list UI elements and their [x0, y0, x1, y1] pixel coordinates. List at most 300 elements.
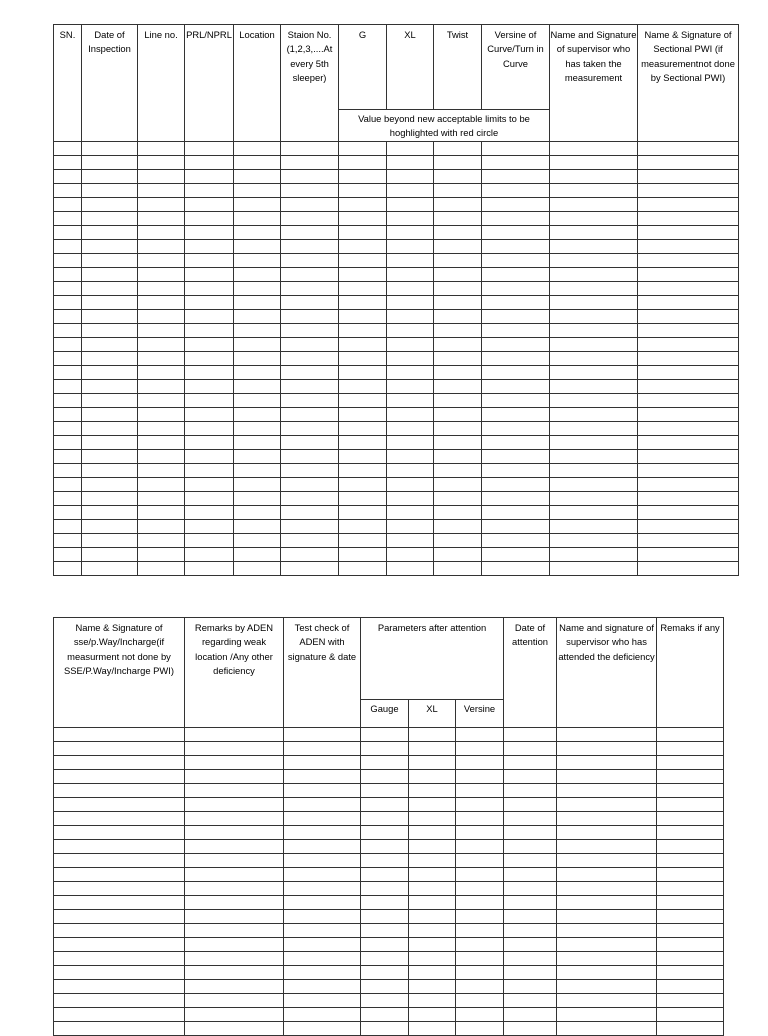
table-cell[interactable]	[557, 882, 657, 896]
table-cell[interactable]	[638, 253, 739, 267]
table-cell[interactable]	[387, 141, 434, 155]
table-cell[interactable]	[638, 449, 739, 463]
table-cell[interactable]	[138, 337, 185, 351]
table-cell[interactable]	[138, 211, 185, 225]
table-cell[interactable]	[185, 952, 284, 966]
table-cell[interactable]	[54, 253, 82, 267]
table-cell[interactable]	[550, 225, 638, 239]
table-cell[interactable]	[185, 784, 284, 798]
table-cell[interactable]	[185, 533, 234, 547]
table-cell[interactable]	[657, 980, 724, 994]
table-cell[interactable]	[281, 519, 339, 533]
table-cell[interactable]	[185, 197, 234, 211]
table-cell[interactable]	[550, 477, 638, 491]
table-cell[interactable]	[361, 826, 409, 840]
table-cell[interactable]	[54, 155, 82, 169]
table-cell[interactable]	[657, 896, 724, 910]
table-cell[interactable]	[387, 421, 434, 435]
table-cell[interactable]	[185, 309, 234, 323]
table-cell[interactable]	[456, 966, 504, 980]
table-cell[interactable]	[434, 323, 482, 337]
table-cell[interactable]	[281, 561, 339, 575]
table-cell[interactable]	[339, 309, 387, 323]
table-cell[interactable]	[550, 211, 638, 225]
table-cell[interactable]	[557, 826, 657, 840]
table-cell[interactable]	[234, 323, 281, 337]
table-cell[interactable]	[54, 896, 185, 910]
table-cell[interactable]	[185, 980, 284, 994]
table-cell[interactable]	[138, 561, 185, 575]
table-cell[interactable]	[482, 295, 550, 309]
table-cell[interactable]	[409, 798, 456, 812]
table-cell[interactable]	[387, 281, 434, 295]
table-cell[interactable]	[185, 812, 284, 826]
table-cell[interactable]	[557, 980, 657, 994]
table-cell[interactable]	[434, 407, 482, 421]
table-cell[interactable]	[54, 449, 82, 463]
table-cell[interactable]	[281, 379, 339, 393]
table-cell[interactable]	[638, 281, 739, 295]
table-cell[interactable]	[657, 1008, 724, 1022]
table-cell[interactable]	[138, 323, 185, 337]
table-cell[interactable]	[82, 253, 138, 267]
table-cell[interactable]	[409, 882, 456, 896]
table-cell[interactable]	[434, 141, 482, 155]
table-cell[interactable]	[482, 281, 550, 295]
table-cell[interactable]	[185, 421, 234, 435]
table-cell[interactable]	[234, 197, 281, 211]
table-cell[interactable]	[482, 477, 550, 491]
table-cell[interactable]	[185, 225, 234, 239]
table-cell[interactable]	[361, 966, 409, 980]
table-cell[interactable]	[54, 770, 185, 784]
table-cell[interactable]	[456, 952, 504, 966]
table-cell[interactable]	[482, 337, 550, 351]
table-cell[interactable]	[456, 784, 504, 798]
table-cell[interactable]	[138, 295, 185, 309]
table-cell[interactable]	[339, 169, 387, 183]
table-cell[interactable]	[550, 519, 638, 533]
table-cell[interactable]	[550, 253, 638, 267]
table-cell[interactable]	[54, 379, 82, 393]
table-cell[interactable]	[185, 966, 284, 980]
table-cell[interactable]	[387, 407, 434, 421]
table-cell[interactable]	[185, 826, 284, 840]
table-cell[interactable]	[54, 952, 185, 966]
table-cell[interactable]	[138, 365, 185, 379]
table-cell[interactable]	[138, 281, 185, 295]
table-cell[interactable]	[234, 407, 281, 421]
table-cell[interactable]	[185, 882, 284, 896]
table-cell[interactable]	[638, 197, 739, 211]
table-cell[interactable]	[281, 155, 339, 169]
table-cell[interactable]	[82, 561, 138, 575]
table-cell[interactable]	[550, 267, 638, 281]
table-cell[interactable]	[361, 882, 409, 896]
table-cell[interactable]	[138, 169, 185, 183]
table-cell[interactable]	[409, 896, 456, 910]
table-cell[interactable]	[281, 309, 339, 323]
table-cell[interactable]	[138, 477, 185, 491]
table-cell[interactable]	[339, 477, 387, 491]
table-cell[interactable]	[638, 561, 739, 575]
table-cell[interactable]	[82, 393, 138, 407]
table-cell[interactable]	[387, 519, 434, 533]
table-cell[interactable]	[482, 519, 550, 533]
table-cell[interactable]	[657, 812, 724, 826]
table-cell[interactable]	[409, 938, 456, 952]
table-cell[interactable]	[550, 365, 638, 379]
table-cell[interactable]	[185, 561, 234, 575]
table-cell[interactable]	[281, 435, 339, 449]
table-cell[interactable]	[638, 407, 739, 421]
table-cell[interactable]	[185, 253, 234, 267]
table-cell[interactable]	[387, 197, 434, 211]
table-cell[interactable]	[339, 351, 387, 365]
table-cell[interactable]	[185, 365, 234, 379]
table-cell[interactable]	[504, 770, 557, 784]
table-cell[interactable]	[482, 239, 550, 253]
table-cell[interactable]	[361, 756, 409, 770]
table-cell[interactable]	[482, 267, 550, 281]
table-cell[interactable]	[550, 449, 638, 463]
table-cell[interactable]	[234, 281, 281, 295]
table-cell[interactable]	[638, 169, 739, 183]
table-cell[interactable]	[482, 365, 550, 379]
table-cell[interactable]	[234, 365, 281, 379]
table-cell[interactable]	[456, 938, 504, 952]
table-cell[interactable]	[185, 323, 234, 337]
table-cell[interactable]	[638, 435, 739, 449]
table-cell[interactable]	[550, 505, 638, 519]
table-cell[interactable]	[434, 561, 482, 575]
table-cell[interactable]	[638, 239, 739, 253]
table-cell[interactable]	[657, 910, 724, 924]
table-cell[interactable]	[361, 784, 409, 798]
table-cell[interactable]	[550, 491, 638, 505]
table-cell[interactable]	[54, 281, 82, 295]
table-cell[interactable]	[234, 435, 281, 449]
table-cell[interactable]	[281, 267, 339, 281]
table-cell[interactable]	[284, 924, 361, 938]
table-cell[interactable]	[339, 225, 387, 239]
table-cell[interactable]	[557, 952, 657, 966]
table-cell[interactable]	[185, 938, 284, 952]
table-cell[interactable]	[138, 225, 185, 239]
table-cell[interactable]	[138, 449, 185, 463]
table-cell[interactable]	[339, 365, 387, 379]
table-cell[interactable]	[185, 840, 284, 854]
table-cell[interactable]	[550, 281, 638, 295]
table-cell[interactable]	[82, 169, 138, 183]
table-cell[interactable]	[361, 938, 409, 952]
table-cell[interactable]	[504, 882, 557, 896]
table-cell[interactable]	[409, 966, 456, 980]
table-cell[interactable]	[361, 840, 409, 854]
table-cell[interactable]	[504, 784, 557, 798]
table-cell[interactable]	[387, 547, 434, 561]
table-cell[interactable]	[638, 337, 739, 351]
table-cell[interactable]	[557, 938, 657, 952]
table-cell[interactable]	[339, 211, 387, 225]
table-cell[interactable]	[138, 519, 185, 533]
table-cell[interactable]	[550, 239, 638, 253]
table-cell[interactable]	[54, 533, 82, 547]
table-cell[interactable]	[54, 365, 82, 379]
table-cell[interactable]	[409, 728, 456, 742]
table-cell[interactable]	[339, 491, 387, 505]
table-cell[interactable]	[638, 491, 739, 505]
table-cell[interactable]	[54, 169, 82, 183]
table-cell[interactable]	[657, 798, 724, 812]
table-cell[interactable]	[482, 351, 550, 365]
table-cell[interactable]	[482, 393, 550, 407]
table-cell[interactable]	[54, 197, 82, 211]
table-cell[interactable]	[387, 379, 434, 393]
table-cell[interactable]	[138, 407, 185, 421]
table-cell[interactable]	[638, 211, 739, 225]
table-cell[interactable]	[550, 547, 638, 561]
table-cell[interactable]	[482, 141, 550, 155]
table-cell[interactable]	[339, 155, 387, 169]
table-cell[interactable]	[434, 449, 482, 463]
table-cell[interactable]	[638, 323, 739, 337]
table-cell[interactable]	[339, 505, 387, 519]
table-cell[interactable]	[82, 309, 138, 323]
table-cell[interactable]	[82, 505, 138, 519]
table-cell[interactable]	[557, 756, 657, 770]
table-cell[interactable]	[550, 463, 638, 477]
table-cell[interactable]	[234, 547, 281, 561]
table-cell[interactable]	[456, 1008, 504, 1022]
table-cell[interactable]	[82, 211, 138, 225]
table-cell[interactable]	[185, 379, 234, 393]
table-cell[interactable]	[409, 826, 456, 840]
table-cell[interactable]	[504, 896, 557, 910]
table-cell[interactable]	[284, 966, 361, 980]
table-cell[interactable]	[456, 854, 504, 868]
table-cell[interactable]	[638, 365, 739, 379]
table-cell[interactable]	[284, 938, 361, 952]
table-cell[interactable]	[82, 365, 138, 379]
table-cell[interactable]	[482, 183, 550, 197]
table-cell[interactable]	[434, 421, 482, 435]
table-cell[interactable]	[284, 868, 361, 882]
table-cell[interactable]	[54, 407, 82, 421]
table-cell[interactable]	[638, 225, 739, 239]
table-cell[interactable]	[409, 924, 456, 938]
table-cell[interactable]	[82, 323, 138, 337]
table-cell[interactable]	[82, 225, 138, 239]
table-cell[interactable]	[339, 337, 387, 351]
table-cell[interactable]	[434, 505, 482, 519]
table-cell[interactable]	[456, 868, 504, 882]
table-cell[interactable]	[638, 421, 739, 435]
table-cell[interactable]	[434, 169, 482, 183]
table-cell[interactable]	[339, 253, 387, 267]
table-cell[interactable]	[409, 756, 456, 770]
table-cell[interactable]	[361, 896, 409, 910]
table-cell[interactable]	[557, 966, 657, 980]
table-cell[interactable]	[281, 169, 339, 183]
table-cell[interactable]	[281, 141, 339, 155]
table-cell[interactable]	[504, 798, 557, 812]
table-cell[interactable]	[284, 798, 361, 812]
table-cell[interactable]	[339, 463, 387, 477]
table-cell[interactable]	[409, 840, 456, 854]
table-cell[interactable]	[234, 155, 281, 169]
table-cell[interactable]	[456, 882, 504, 896]
table-cell[interactable]	[138, 351, 185, 365]
table-cell[interactable]	[185, 295, 234, 309]
table-cell[interactable]	[339, 435, 387, 449]
table-cell[interactable]	[456, 910, 504, 924]
table-cell[interactable]	[456, 798, 504, 812]
table-cell[interactable]	[339, 323, 387, 337]
table-cell[interactable]	[54, 519, 82, 533]
table-cell[interactable]	[482, 225, 550, 239]
table-cell[interactable]	[557, 784, 657, 798]
table-cell[interactable]	[387, 561, 434, 575]
table-cell[interactable]	[82, 477, 138, 491]
table-cell[interactable]	[138, 533, 185, 547]
table-cell[interactable]	[281, 183, 339, 197]
table-cell[interactable]	[638, 463, 739, 477]
table-cell[interactable]	[387, 267, 434, 281]
table-cell[interactable]	[339, 281, 387, 295]
table-cell[interactable]	[339, 295, 387, 309]
table-cell[interactable]	[339, 267, 387, 281]
table-cell[interactable]	[482, 533, 550, 547]
table-cell[interactable]	[185, 994, 284, 1008]
table-cell[interactable]	[339, 533, 387, 547]
table-cell[interactable]	[434, 379, 482, 393]
table-cell[interactable]	[504, 924, 557, 938]
table-cell[interactable]	[387, 225, 434, 239]
table-cell[interactable]	[638, 155, 739, 169]
table-cell[interactable]	[434, 337, 482, 351]
table-cell[interactable]	[234, 477, 281, 491]
table-cell[interactable]	[361, 728, 409, 742]
table-cell[interactable]	[281, 211, 339, 225]
table-cell[interactable]	[550, 435, 638, 449]
table-cell[interactable]	[185, 393, 234, 407]
table-cell[interactable]	[185, 449, 234, 463]
table-cell[interactable]	[339, 197, 387, 211]
table-cell[interactable]	[234, 449, 281, 463]
table-cell[interactable]	[638, 183, 739, 197]
table-cell[interactable]	[234, 225, 281, 239]
table-cell[interactable]	[550, 197, 638, 211]
table-cell[interactable]	[284, 1008, 361, 1022]
table-cell[interactable]	[482, 407, 550, 421]
table-cell[interactable]	[185, 239, 234, 253]
table-cell[interactable]	[434, 211, 482, 225]
table-cell[interactable]	[434, 295, 482, 309]
table-cell[interactable]	[482, 547, 550, 561]
table-cell[interactable]	[281, 365, 339, 379]
table-cell[interactable]	[281, 533, 339, 547]
table-cell[interactable]	[504, 854, 557, 868]
table-cell[interactable]	[434, 519, 482, 533]
table-cell[interactable]	[482, 323, 550, 337]
table-cell[interactable]	[409, 854, 456, 868]
table-cell[interactable]	[82, 295, 138, 309]
table-cell[interactable]	[138, 267, 185, 281]
table-cell[interactable]	[434, 533, 482, 547]
table-cell[interactable]	[339, 393, 387, 407]
table-cell[interactable]	[387, 393, 434, 407]
table-cell[interactable]	[557, 854, 657, 868]
table-cell[interactable]	[550, 393, 638, 407]
table-cell[interactable]	[504, 812, 557, 826]
table-cell[interactable]	[284, 784, 361, 798]
table-cell[interactable]	[638, 547, 739, 561]
table-cell[interactable]	[185, 798, 284, 812]
table-cell[interactable]	[456, 980, 504, 994]
table-cell[interactable]	[456, 756, 504, 770]
table-cell[interactable]	[339, 379, 387, 393]
table-cell[interactable]	[638, 533, 739, 547]
table-cell[interactable]	[482, 155, 550, 169]
table-cell[interactable]	[185, 351, 234, 365]
table-cell[interactable]	[550, 379, 638, 393]
table-cell[interactable]	[54, 491, 82, 505]
table-cell[interactable]	[82, 337, 138, 351]
table-cell[interactable]	[409, 980, 456, 994]
table-cell[interactable]	[185, 155, 234, 169]
table-cell[interactable]	[361, 910, 409, 924]
table-cell[interactable]	[284, 728, 361, 742]
table-cell[interactable]	[361, 868, 409, 882]
table-cell[interactable]	[387, 533, 434, 547]
table-cell[interactable]	[550, 155, 638, 169]
table-cell[interactable]	[185, 547, 234, 561]
table-cell[interactable]	[54, 505, 82, 519]
table-cell[interactable]	[138, 505, 185, 519]
table-cell[interactable]	[82, 463, 138, 477]
table-cell[interactable]	[138, 155, 185, 169]
table-cell[interactable]	[387, 351, 434, 365]
table-cell[interactable]	[54, 1008, 185, 1022]
table-cell[interactable]	[54, 840, 185, 854]
table-cell[interactable]	[387, 211, 434, 225]
table-cell[interactable]	[550, 407, 638, 421]
table-cell[interactable]	[387, 309, 434, 323]
table-cell[interactable]	[284, 826, 361, 840]
table-cell[interactable]	[185, 169, 234, 183]
table-cell[interactable]	[281, 393, 339, 407]
table-cell[interactable]	[339, 421, 387, 435]
table-cell[interactable]	[482, 309, 550, 323]
table-cell[interactable]	[281, 547, 339, 561]
table-cell[interactable]	[281, 449, 339, 463]
table-cell[interactable]	[482, 197, 550, 211]
table-cell[interactable]	[339, 561, 387, 575]
table-cell[interactable]	[504, 728, 557, 742]
table-cell[interactable]	[54, 477, 82, 491]
table-cell[interactable]	[185, 770, 284, 784]
table-cell[interactable]	[82, 491, 138, 505]
table-cell[interactable]	[82, 519, 138, 533]
table-cell[interactable]	[54, 351, 82, 365]
table-cell[interactable]	[54, 435, 82, 449]
table-cell[interactable]	[638, 351, 739, 365]
table-cell[interactable]	[284, 896, 361, 910]
table-cell[interactable]	[284, 854, 361, 868]
table-cell[interactable]	[54, 882, 185, 896]
table-cell[interactable]	[456, 994, 504, 1008]
